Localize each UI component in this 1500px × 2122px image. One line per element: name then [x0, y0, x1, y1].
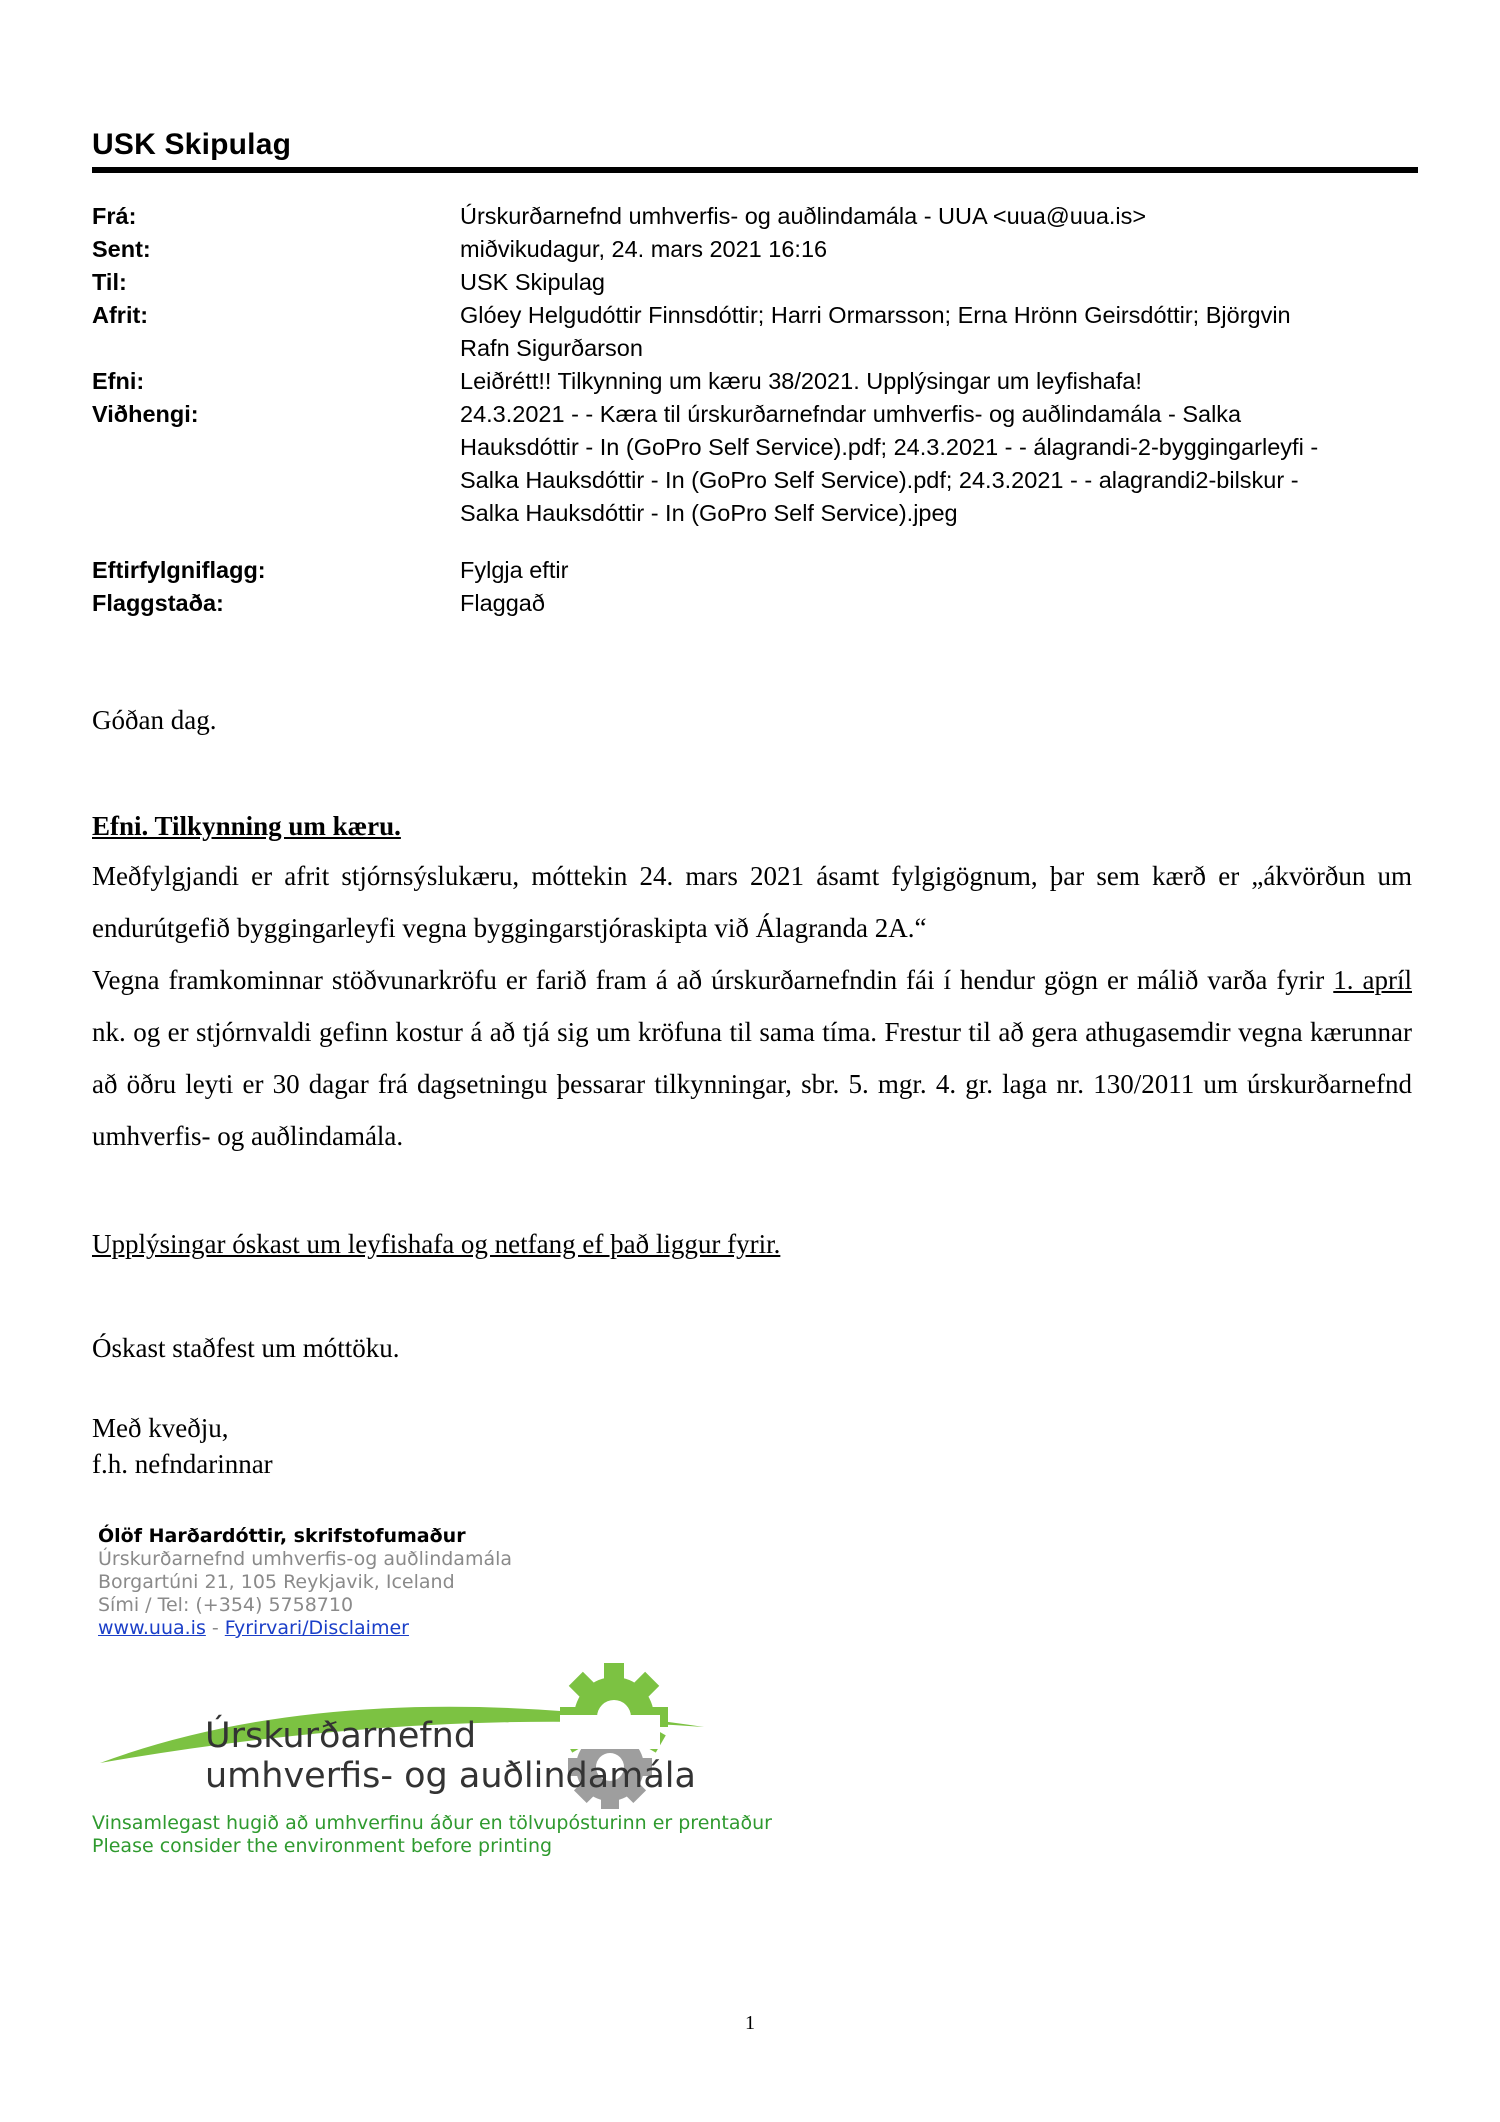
from-value: Úrskurðarnefnd umhverfis- og auðlindamála - UUA <uua@uua.is> [460, 203, 1147, 229]
confirm-request: Óskast staðfest um móttöku. [92, 1333, 400, 1363]
to-label: Til: [92, 269, 127, 295]
email-headers [92, 200, 1418, 620]
header-sent [92, 233, 1418, 266]
email-signature [98, 1525, 512, 1640]
sent-label: Sent: [92, 236, 151, 262]
closing [92, 1410, 1412, 1482]
body-paragraphs [92, 850, 1412, 1162]
attachments-label: Viðhengi: [92, 401, 199, 427]
closing-greeting: Með kveðju, [92, 1413, 229, 1443]
followup-label: Eftirfylgniflagg: [92, 557, 266, 583]
header-gap [92, 530, 1418, 554]
deadline-date: 1. apríl [1333, 965, 1412, 995]
mailbox-title: USK Skipulag [92, 128, 292, 161]
subject-label: Efni: [92, 368, 145, 394]
paragraph-2 [92, 954, 1412, 1162]
signature-org: Úrskurðarnefnd umhverfis-og auðlindamála [98, 1548, 513, 1570]
disclaimer-link[interactable]: Fyrirvari/Disclaimer [224, 1617, 409, 1639]
header-cc [92, 299, 1418, 365]
attachment-line[interactable]: Salka Hauksdóttir - In (GoPro Self Service).pdf; 24.3.2021 - - alagrandi2-bilskur - [460, 467, 1299, 493]
header-attachments [92, 398, 1418, 530]
header-subject [92, 365, 1418, 398]
flag-label: Flaggstaða: [92, 590, 224, 616]
greeting: Góðan dag. [92, 705, 217, 735]
header-to [92, 266, 1418, 299]
attachment-line[interactable]: Hauksdóttir - In (GoPro Self Service).pdf; 24.3.2021 - - álagrandi-2-byggingarleyfi - [460, 434, 1319, 460]
attachment-line[interactable]: Salka Hauksdóttir - In (GoPro Self Service).jpeg [460, 500, 958, 526]
website-link[interactable]: www.uua.is [98, 1617, 206, 1639]
environment-note-en: Please consider the environment before printing [92, 1835, 553, 1857]
header-flag [92, 587, 1418, 620]
environment-note-is: Vinsamlegast hugið að umhverfinu áður en tölvupósturinn er prentaður [92, 1812, 772, 1834]
logo-line-1: Úrskurðarnefnd [205, 1716, 477, 1756]
header-followup [92, 554, 1418, 587]
signature-address: Borgartúni 21, 105 Reykjavik, Iceland [98, 1571, 455, 1593]
cc-value [460, 299, 1418, 365]
page-number: 1 [745, 2012, 755, 2034]
header-from [92, 200, 1418, 233]
logo-line-2: umhverfis- og auðlindamála [205, 1756, 696, 1796]
paragraph-1: Meðfylgjandi er afrit stjórnsýslukæru, móttekin 24. mars 2021 ásamt fylgigögnum, þar sem kærð er „ákvörðun um endurútgefið byggingarleyfi vegna byggingarstjóraskipta við Álagranda 2A.“ [92, 861, 1412, 943]
signature-phone: Sími / Tel: (+354) 5758710 [98, 1594, 354, 1616]
environment-note [92, 1812, 772, 1858]
to-value: USK Skipulag [460, 269, 605, 295]
signature-name: Ólöf Harðardóttir, skrifstofumaður [98, 1525, 466, 1547]
info-request: Upplýsingar óskast um leyfishafa og netfang ef það liggur fyrir. [92, 1229, 781, 1259]
paragraph-2-end: nk. og er stjórnvaldi gefinn kostur á að tjá sig um kröfuna til sama tíma. Frestur til að gera athugasemdir vegna kærunnar að öðru leyti er 30 dagar frá dagsetningu þessarar tilkynningar, sbr. 5. mgr. 4. gr. laga nr. 130/2011 um úrskurðarnefnd umhverfis- og auðlindamála. [92, 1017, 1412, 1151]
cc-line: Glóey Helgudóttir Finnsdóttir; Harri Ormarsson; Erna Hrönn Geirsdóttir; Björgvin [460, 302, 1291, 328]
cc-label: Afrit: [92, 302, 149, 328]
from-label: Frá: [92, 203, 137, 229]
attachments-value [460, 398, 1418, 530]
flag-value: Flaggað [460, 590, 545, 616]
paragraph-2-start: Vegna framkominnar stöðvunarkröfu er farið fram á að úrskurðarnefndin fái í hendur gögn er málið varða fyrir [92, 965, 1334, 995]
followup-value: Fylgja eftir [460, 557, 569, 583]
sent-value: miðvikudagur, 24. mars 2021 16:16 [460, 236, 828, 262]
attachment-line[interactable]: 24.3.2021 - - Kæra til úrskurðarnefndar umhverfis- og auðlindamála - Salka [460, 401, 1242, 427]
subject-value: Leiðrétt!! Tilkynning um kæru 38/2021. Upplýsingar um leyfishafa! [460, 368, 1142, 394]
signature-links [98, 1617, 512, 1640]
body-subject: Efni. Tilkynning um kæru. [92, 811, 401, 841]
link-separator: - [205, 1617, 225, 1639]
cc-line: Rafn Sigurðarson [460, 335, 643, 361]
logo-text [205, 1716, 696, 1796]
closing-signoff: f.h. nefndarinnar [92, 1449, 273, 1479]
title-divider [92, 167, 1418, 173]
